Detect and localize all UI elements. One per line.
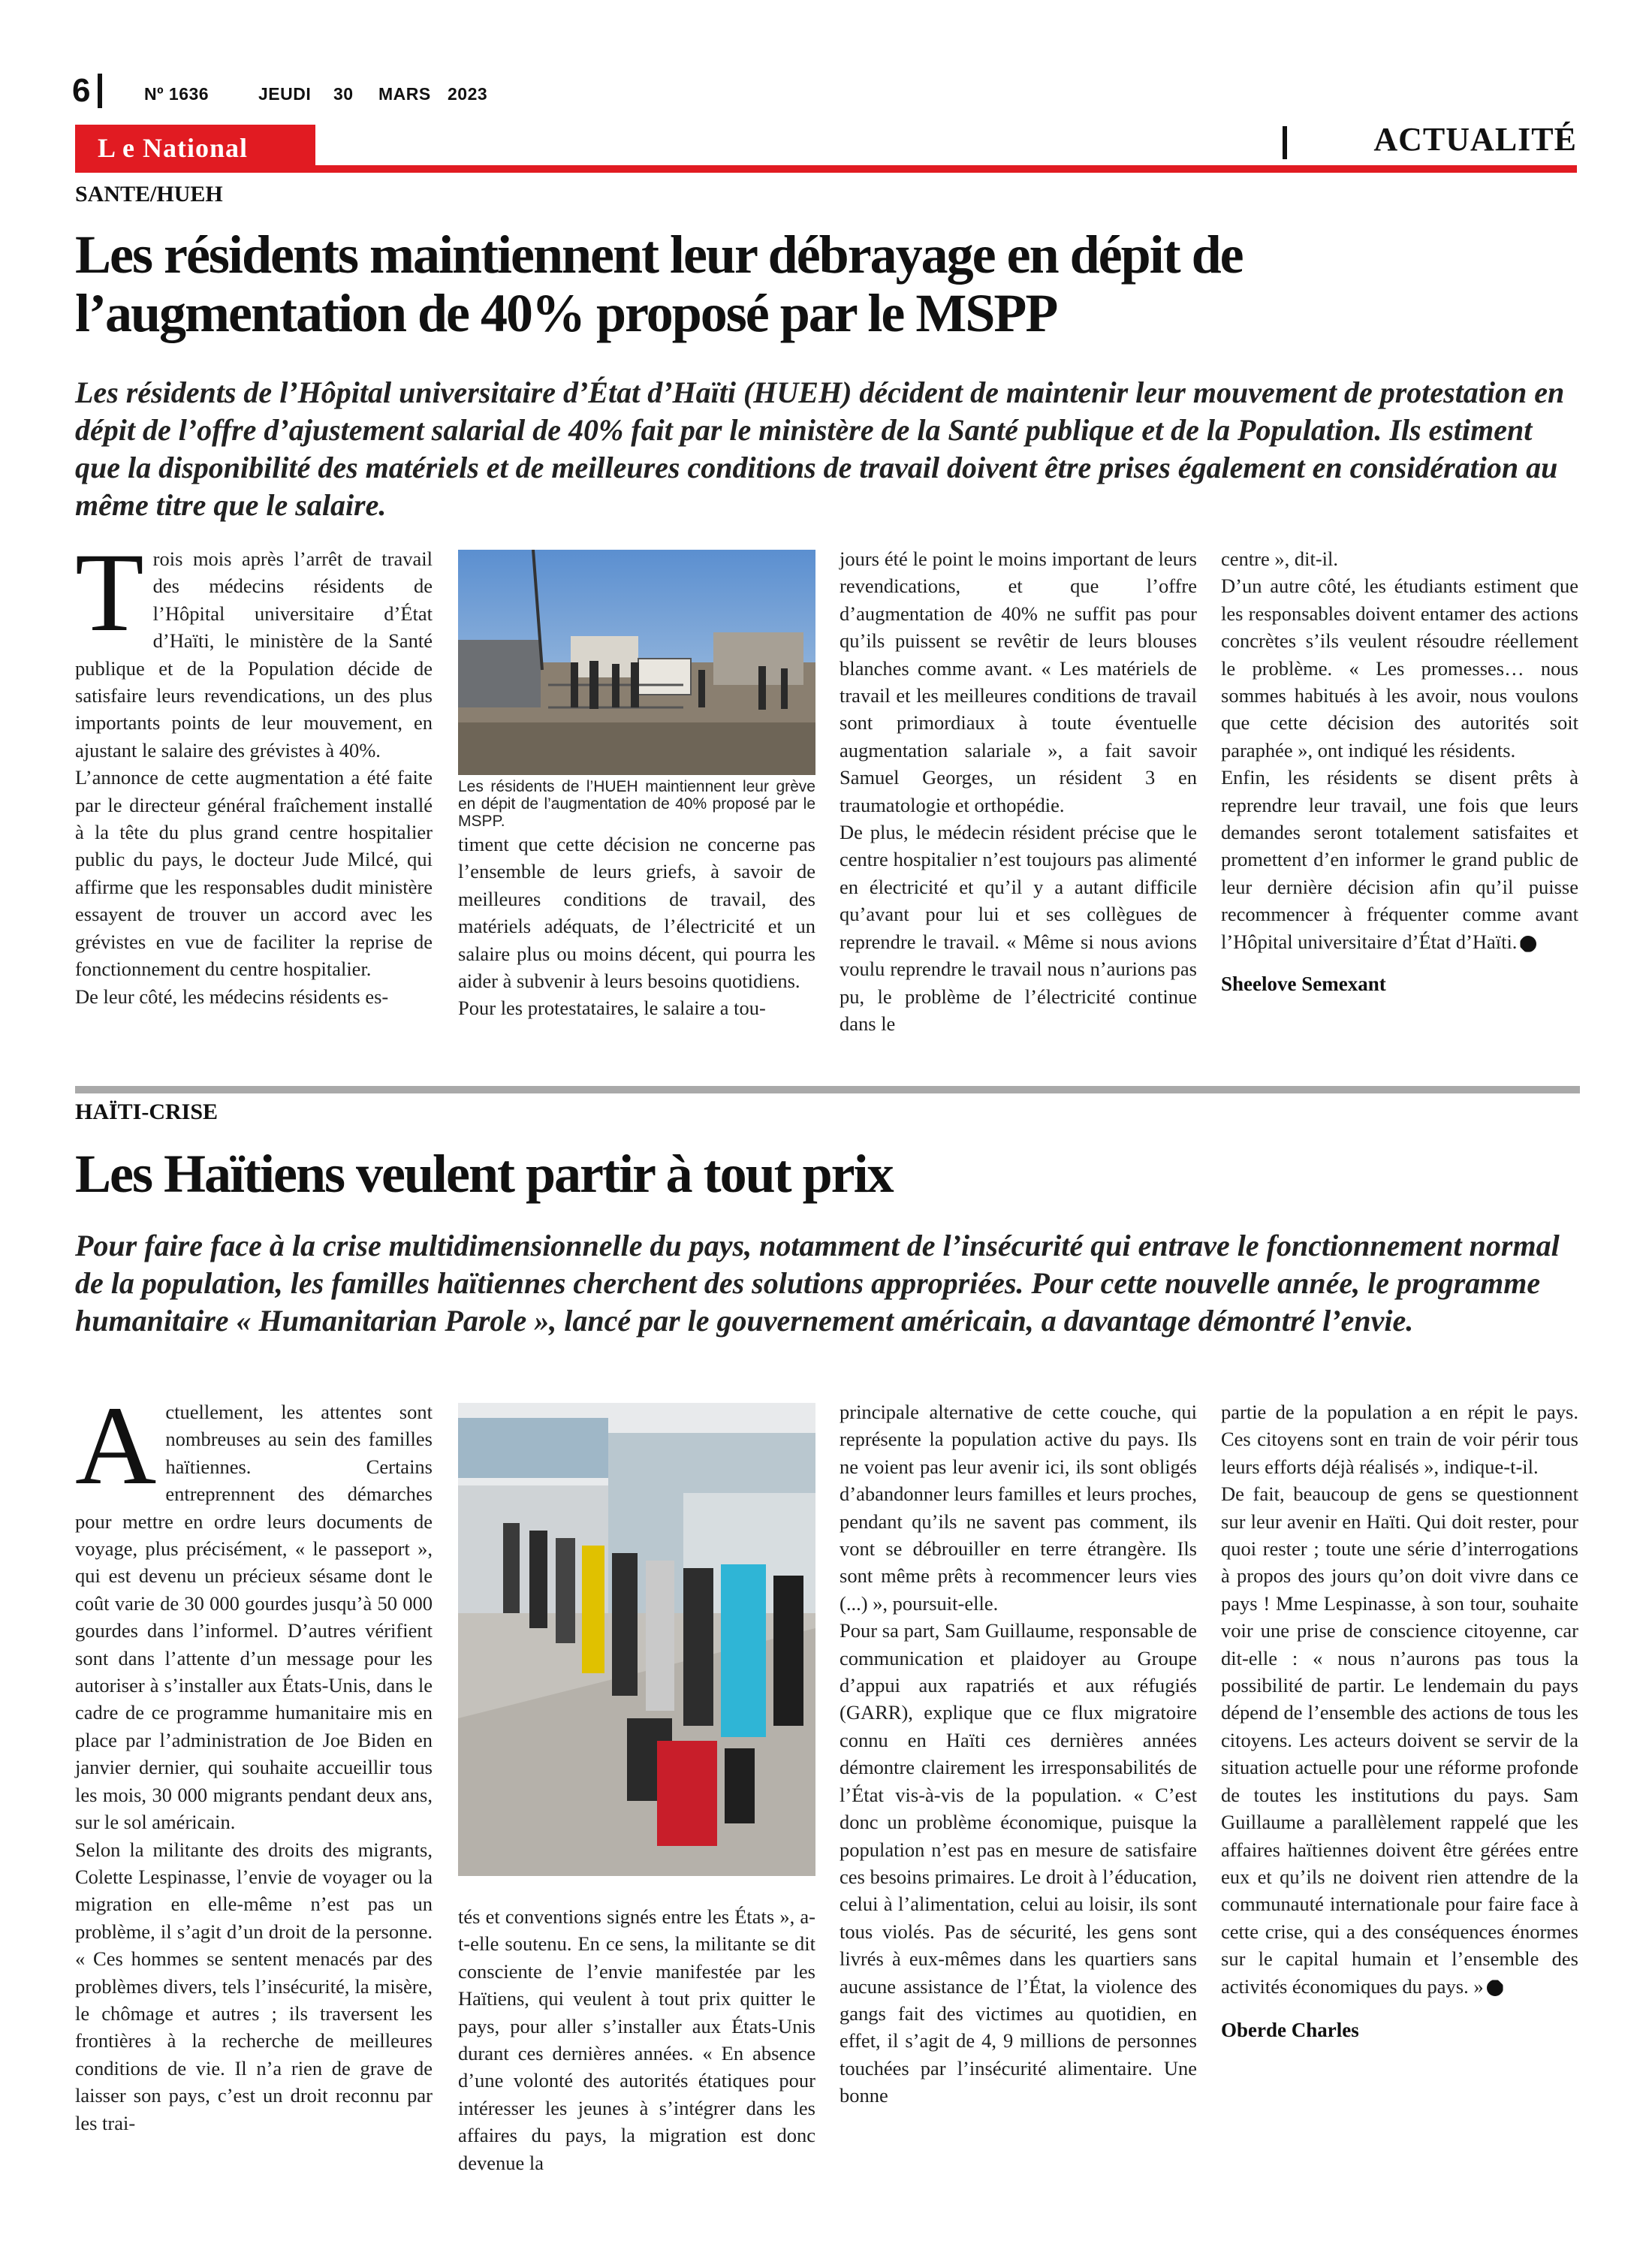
article1-paragraph: centre », dit-il.: [1221, 547, 1338, 570]
article2-dropcap: A: [75, 1383, 157, 1508]
article1-paragraph: L’annonce de cette augmentation a été faite par le directeur général fraîchement installé à la tête du plus grand centre hospitalier public du pays, le docteur Jude Milcé, qui affirme que les responsables dudit ministère essayent de trouver un accord avec les grévistes en vue de faciliter la reprise de fonctionnement du centre hospitalier.: [75, 766, 433, 981]
article1-dropcap: T: [75, 530, 144, 655]
end-of-article-icon: [1487, 1980, 1503, 1996]
article1-paragraph: rois mois après l’arrêt de travail des médecins résidents de l’Hôpital universitaire d’État d’Haïti, le ministère de la Santé publique et de la Population décide de satisfaire leurs revendications, un des plus importants points de leur mouvement, en ajustant le salaire des grévistes à 40%.: [75, 547, 433, 762]
article1-byline: Sheelove Semexant: [1221, 973, 1386, 996]
article2-column-2: [458, 1903, 815, 2176]
article1-headline: [75, 225, 1577, 342]
article2-column-3: [840, 1398, 1197, 2110]
article1-paragraph: De plus, le médecin résident précise que le centre hospitalier n’est toujours pas alimenté en électricité et qu’il y a autant difficile qu’avant pour lui et ses collègues de reprendre le travail. « Même si nous avions voulu reprendre le travail nous n’aurions pas pu, le problème de l’électricité continue dans le: [840, 821, 1197, 1035]
article1-column-4: [1221, 545, 1578, 998]
article1-photo-caption: Les résidents de l’HUEH maintiennent leur grève en dépit de l’augmentation de 40% proposé par le MSPP.: [458, 778, 815, 830]
issue-day: JEUDI: [258, 84, 312, 104]
newspaper-logo: L e National: [98, 133, 249, 163]
article1-paragraph: De leur côté, les médecins résidents es-: [75, 985, 389, 1008]
article1-column-1: [75, 530, 433, 1010]
issue-number: Nº 1636: [144, 84, 210, 104]
article1-paragraph: D’un autre côté, les étudiants estiment que les responsables doivent entamer des actions concrètes s’ils veulent résoudre réellement le problème. « Les promesses… nous sommes habitués à les avoir, nous voulons que cette décision des autorités soit paraphée », ont indiqué les résidents.: [1221, 575, 1578, 762]
article1-column-2: [458, 831, 815, 1022]
article-divider: [75, 1086, 1580, 1093]
article2-paragraph: ctuellement, les attentes sont nombreuses au sein des familles haïtiennes. Certains entreprennent des démarches pour mettre en ordre leurs documents de voyage, plus précisément, « le passeport », qui est devenu un précieux sésame dont le coût varie de 30 000 gourdes jusqu’à 50 000 gourdes dans l’informel. D’autres vérifient sont dans l’attente d’un message pour les autoriser à s’installer aux États-Unis, dans le cadre de ce programme humanitaire mis en place par l’administration de Joe Biden en janvier dernier, qui souhaite accueillir tous les mois, 30 000 migrants pendant deux ans, sur le sol américain.: [75, 1401, 433, 1834]
article1-lede: Les résidents de l’Hôpital universitaire d’État d’Haïti (HUEH) décident de maintenir leur mouvement de protestation en dépit de l’offre d’ajustement salarial de 40% fait par le ministère de la Santé publique et de la Population. Ils estiment que la disponibilité des matériels et de meilleures conditions de travail doivent être prises également en considération au même titre que le salaire.: [75, 376, 1565, 522]
section-divider: [1283, 126, 1287, 159]
article1-column-3: [840, 545, 1197, 1037]
article2-column-4: [1221, 1398, 1578, 2043]
article2-paragraph: Pour sa part, Sam Guillaume, responsable de communication et plaidoyer au Groupe d’appui aux rapatriés et aux réfugiés (GARR), explique que ce flux migratoire connu en Haïti ces dernières années démontre clairement les irresponsabilités de l’État vis-à-vis de la population. « C’est donc un problème économique, puisque la population n’est pas en mesure de satisfaire ces besoins primaires. Le droit à l’éducation, celui à l’alimentation, celui au loisir, ils sont tous violés. Pas de sécurité, les gens sont livrés à eux-mêmes dans les quartiers sans aucune assistance de l’État, la violence des gangs fait des victimes au quotidien, en effet, il s’agit de 4, 9 millions de personnes touchées par l’insécurité alimentaire. Une bonne: [840, 1619, 1197, 2107]
article2-paragraph: partie de la population a en répit le pays. Ces citoyens sont en train de voir périr tous leurs efforts déjà réalisés », indique-t-il.: [1221, 1401, 1578, 1478]
issue-date: 30: [333, 84, 354, 104]
article2-paragraph: Selon la militante des droits des migrants, Colette Lespinasse, l’envie de voyager ou la migration en elle-même n’est pas un problème, il s’agit d’un droit de la personne. « Ces hommes se sentent menacés par des problèmes divers, tels l’insécurité, la misère, le chômage et autres ; ils traversent les frontières à la recherche de meilleures conditions de vie. Il n’a rien de grave de laisser son pays, c’est un droit reconnu par les trai-: [75, 1838, 433, 2134]
article1-paragraph: timent que cette décision ne concerne pas l’ensemble de leurs griefs, à savoir de meilleures conditions de travail, des matériels adéquats, de l’électricité et un salaire plus ou moins décent, qui pourra les aider à subvenir à leurs besoins quotidiens.: [458, 833, 815, 993]
issue-month: MARS: [378, 84, 431, 104]
end-of-article-icon: [1520, 936, 1536, 952]
article2-paragraph: tés et conventions signés entre les États », a-t-elle soutenu. En ce sens, la militante se dit consciente de l’envie manifestée par les Haïtiens, qui veulent à tout prix quitter le pays, pour aller s’installer aux États-Unis durant ces dernières années. « En absence d’une volonté des autorités étatiques pour intéresser les jeunes à s’intégrer dans les affaires du pays, la migration est donc devenue la: [458, 1905, 815, 2174]
article1-paragraph: jours été le point le moins important de leurs revendications, et que l’offre d’augmentation de 40% ne suffit pas pour qu’ils puissent se revêtir de leurs blouses blanches comme avant. « Les matériels de travail et les meilleures conditions de travail sont primordiaux à toute éventuelle augmentation salariale », a fait savoir Samuel Georges, un résident 3 en traumatologie et orthopédie.: [840, 547, 1197, 816]
article2-column-1: [75, 1383, 433, 2137]
article2-headline: Les Haïtiens veulent partir à tout prix: [75, 1144, 893, 1204]
article2-photo: [458, 1403, 815, 1876]
section-name: ACTUALITÉ: [1373, 121, 1577, 158]
article1-closing-text: Enfin, les résidents se disent prêts à reprendre leur travail, une fois que leurs demandes seront totalement satisfaites et promettent d’en informer le grand public de leur dernière décision afin qu’il puisse recommencer à fréquenter comme avant l’Hôpital universitaire d’État d’Haïti.: [1221, 766, 1578, 953]
header-rule: [75, 165, 1577, 173]
article1-headline-line1: Les résidents maintiennent leur débrayage en dépit de: [75, 225, 1243, 285]
issue-year: 2023: [448, 84, 488, 104]
article2-kicker: HAÏTI-CRISE: [75, 1099, 219, 1124]
page-number-divider: [98, 74, 102, 108]
article1-kicker: SANTE/HUEH: [75, 182, 223, 207]
page-number: 6: [72, 72, 91, 109]
article1-paragraph: Pour les protestataires, le salaire a tou-: [458, 997, 766, 1020]
article1-paragraph: [1221, 764, 1578, 955]
article2-byline: Oberde Charles: [1221, 2018, 1359, 2041]
article2-paragraph: [1221, 1480, 1578, 2000]
article1-photo: [458, 550, 815, 775]
article2-closing-text: De fait, beaucoup de gens se questionnent sur leur avenir en Haïti. Qui doit rester, pour quoi rester ; toute une série d’interrogations à propos des jours qu’on doit vivre dans ce pays ! Mme Lespinasse, à son tour, souhaite voir une prise de conscience citoyenne, car dit-elle : « nous n’aurons pas tous la possibilité de partir. Le lendemain du pays dépend de l’ensemble des actions de tous les citoyens. Les acteurs doivent se servir de la situation actuelle pour une réforme profonde de toutes les institutions du pays. Sam Guillaume a parallèlement rappelé que les affaires haïtiennes doivent être gérées entre eux et qu’ils ne doivent rien attendre de la communauté internationale pour faire face à cette crise, qui a des conséquences énormes sur le capital humain et l’ensemble des activités économiques du pays. »: [1221, 1482, 1578, 1998]
article2-paragraph: principale alternative de cette couche, qui représente la population active du pays. Ils ne voient pas leur avenir ici, ils sont obligés d’abandonner leurs familles et leurs proches, pendant qu’ils ne savent pas comment, ils vont se débrouiller en terre étrangère. Ils sont même prêts à recommencer leurs vies (...) », poursuit-elle.: [840, 1401, 1197, 1615]
article2-lede: Pour faire face à la crise multidimensionnelle du pays, notamment de l’insécurité qui entrave le fonctionnement normal de la population, les familles haïtiennes cherchent des solutions appropriées. Pour cette nouvelle année, le programme humanitaire « Humanitarian Parole », lancé par le gouvernement américain, a davantage démontré l’envie.: [75, 1229, 1560, 1338]
article1-headline-line2: l’augmentation de 40% proposé par le MSPP: [75, 283, 1057, 343]
